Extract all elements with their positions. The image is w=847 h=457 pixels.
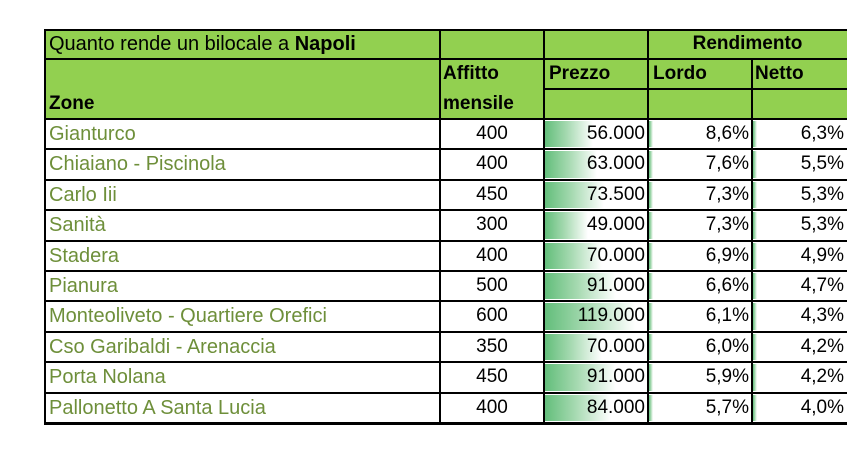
netto-value: 4,7% <box>800 275 844 296</box>
affitto-value: 400 <box>476 396 508 418</box>
lordo-value: 8,6% <box>705 123 749 144</box>
lordo-cell <box>648 149 752 179</box>
prezzo-cell <box>544 241 648 271</box>
lordo-databar <box>649 395 653 421</box>
prezzo-value: 73.500 <box>586 183 645 205</box>
prezzo-value: 70.000 <box>586 244 645 266</box>
table-title <box>44 29 440 59</box>
zone-cell <box>44 271 440 301</box>
lordo-value: 6,1% <box>705 305 749 327</box>
affitto-value: 450 <box>476 366 508 388</box>
affitto-value: 500 <box>476 275 508 296</box>
prezzo-cell <box>544 180 648 210</box>
lordo-cell <box>648 332 752 362</box>
netto-cell <box>752 271 847 301</box>
netto-cell <box>752 241 847 271</box>
lordo-databar <box>649 364 653 390</box>
lordo-cell <box>648 393 752 423</box>
prezzo-cell <box>544 119 648 149</box>
prezzo-cell <box>544 362 648 392</box>
netto-cell <box>752 393 847 423</box>
affitto-cell <box>440 301 544 331</box>
zone-name: Stadera <box>49 244 120 267</box>
netto-databar <box>753 243 757 269</box>
affitto-cell <box>440 180 544 210</box>
grid-row-line <box>44 270 847 272</box>
lordo-databar <box>649 212 653 238</box>
lordo-databar <box>649 273 653 299</box>
netto-databar <box>753 182 757 208</box>
prezzo-cell <box>544 301 648 331</box>
zone-name: Monteoliveto - Quartiere Orefici <box>49 305 327 328</box>
lordo-value: 7,3% <box>705 183 749 205</box>
affitto-cell <box>440 149 544 179</box>
grid-v-affitto <box>439 29 441 425</box>
affitto-value: 450 <box>476 183 508 205</box>
netto-databar <box>753 364 757 390</box>
rendimento-table <box>44 29 847 425</box>
grid-left <box>44 29 46 425</box>
netto-cell <box>752 301 847 331</box>
lordo-databar <box>649 182 653 208</box>
lordo-cell <box>648 180 752 210</box>
netto-cell <box>752 332 847 362</box>
header-lordo: Lordo <box>648 59 752 89</box>
grid-h-header-bottom <box>44 118 847 120</box>
header-prezzo: Prezzo <box>544 59 648 89</box>
prezzo-value: 84.000 <box>586 396 645 418</box>
netto-cell <box>752 149 847 179</box>
zone-cell <box>44 149 440 179</box>
affitto-cell <box>440 241 544 271</box>
lordo-value: 7,3% <box>705 214 749 236</box>
grid-row-line <box>44 209 847 211</box>
lordo-value: 7,6% <box>705 153 749 175</box>
prezzo-value: 56.000 <box>586 123 645 144</box>
title-prefix: Quanto rende un bilocale a <box>49 33 295 55</box>
prezzo-value: 63.000 <box>586 153 645 175</box>
title-city: Napoli <box>294 33 356 55</box>
zone-name: Pallonetto A Santa Lucia <box>49 396 266 419</box>
zone-cell <box>44 241 440 271</box>
affitto-cell <box>440 332 544 362</box>
grid-row-line <box>44 392 847 394</box>
grid-h-1 <box>44 58 847 60</box>
affitto-cell <box>440 362 544 392</box>
header-netto: Netto <box>752 59 847 89</box>
affitto-cell <box>440 119 544 149</box>
grid-row-line <box>44 361 847 363</box>
netto-databar <box>753 303 757 329</box>
lordo-databar <box>649 151 653 177</box>
prezzo-cell <box>544 210 648 240</box>
header-mensile: mensile <box>440 89 544 119</box>
zone-cell <box>44 119 440 149</box>
lordo-value: 5,9% <box>705 366 749 388</box>
prezzo-databar <box>545 212 588 238</box>
affitto-cell <box>440 271 544 301</box>
netto-value: 4,0% <box>800 396 844 418</box>
lordo-cell <box>648 210 752 240</box>
lordo-cell <box>648 301 752 331</box>
header-blank-affitto <box>440 29 544 59</box>
netto-value: 5,5% <box>800 153 844 175</box>
header-zone-top <box>44 59 440 89</box>
prezzo-cell <box>544 149 648 179</box>
lordo-databar <box>649 334 653 360</box>
header-blank-prezzo-2 <box>544 89 648 119</box>
netto-cell <box>752 210 847 240</box>
lordo-value: 6,6% <box>705 275 749 296</box>
netto-value: 4,3% <box>800 305 844 327</box>
header-zone: Zone <box>44 89 440 119</box>
netto-value: 5,3% <box>800 183 844 205</box>
affitto-value: 600 <box>476 305 508 327</box>
affitto-cell <box>440 210 544 240</box>
header-rendimento: Rendimento <box>648 29 847 59</box>
affitto-cell <box>440 393 544 423</box>
grid-h-affitto <box>544 88 847 90</box>
lordo-databar <box>649 303 653 329</box>
netto-databar <box>753 273 757 299</box>
netto-value: 4,9% <box>800 244 844 266</box>
grid-row-line <box>44 240 847 242</box>
lordo-cell <box>648 271 752 301</box>
lordo-value: 5,7% <box>705 396 749 418</box>
zone-name: Chiaiano - Piscinola <box>49 153 226 176</box>
netto-databar <box>753 151 757 177</box>
affitto-value: 400 <box>476 123 508 144</box>
prezzo-value: 91.000 <box>586 366 645 388</box>
prezzo-value: 91.000 <box>586 275 645 296</box>
lordo-value: 6,0% <box>705 335 749 357</box>
prezzo-databar <box>545 121 593 147</box>
zone-name: Porta Nolana <box>49 366 166 389</box>
zone-cell <box>44 301 440 331</box>
prezzo-value: 119.000 <box>577 305 645 327</box>
lordo-cell <box>648 362 752 392</box>
prezzo-value: 70.000 <box>586 335 645 357</box>
grid-top <box>44 29 847 31</box>
zone-cell <box>44 362 440 392</box>
lordo-databar <box>649 243 653 269</box>
affitto-value: 300 <box>476 214 508 236</box>
netto-value: 5,3% <box>800 214 844 236</box>
netto-databar <box>753 395 757 421</box>
header-blank-netto-2 <box>752 89 847 119</box>
netto-cell <box>752 180 847 210</box>
netto-value: 4,2% <box>800 335 844 357</box>
netto-databar <box>753 121 757 147</box>
prezzo-cell <box>544 393 648 423</box>
affitto-value: 400 <box>476 153 508 175</box>
zone-cell <box>44 180 440 210</box>
lordo-cell <box>648 241 752 271</box>
zone-name: Sanità <box>49 214 106 237</box>
prezzo-cell <box>544 332 648 362</box>
netto-cell <box>752 119 847 149</box>
prezzo-cell <box>544 271 648 301</box>
header-blank-lordo-2 <box>648 89 752 119</box>
grid-row-line <box>44 331 847 333</box>
lordo-databar <box>649 121 653 147</box>
lordo-value: 6,9% <box>705 244 749 266</box>
grid-row-line <box>44 422 847 424</box>
zone-name: Pianura <box>49 275 118 297</box>
zone-name: Carlo Iii <box>49 183 117 206</box>
zone-name: Gianturco <box>49 123 136 145</box>
prezzo-value: 49.000 <box>586 214 645 236</box>
netto-databar <box>753 334 757 360</box>
grid-row-line <box>44 179 847 181</box>
zone-cell <box>44 393 440 423</box>
grid-row-line <box>44 148 847 150</box>
zone-name: Cso Garibaldi - Arenaccia <box>49 335 276 358</box>
netto-databar <box>753 212 757 238</box>
affitto-value: 400 <box>476 244 508 266</box>
netto-value: 6,3% <box>800 123 844 144</box>
zone-cell <box>44 210 440 240</box>
affitto-value: 350 <box>476 335 508 357</box>
netto-cell <box>752 362 847 392</box>
header-affitto: Affitto <box>440 59 544 89</box>
netto-value: 4,2% <box>800 366 844 388</box>
header-blank-prezzo <box>544 29 648 59</box>
grid-v-netto <box>751 59 753 425</box>
grid-row-line <box>44 300 847 302</box>
lordo-cell <box>648 119 752 149</box>
zone-cell <box>44 332 440 362</box>
